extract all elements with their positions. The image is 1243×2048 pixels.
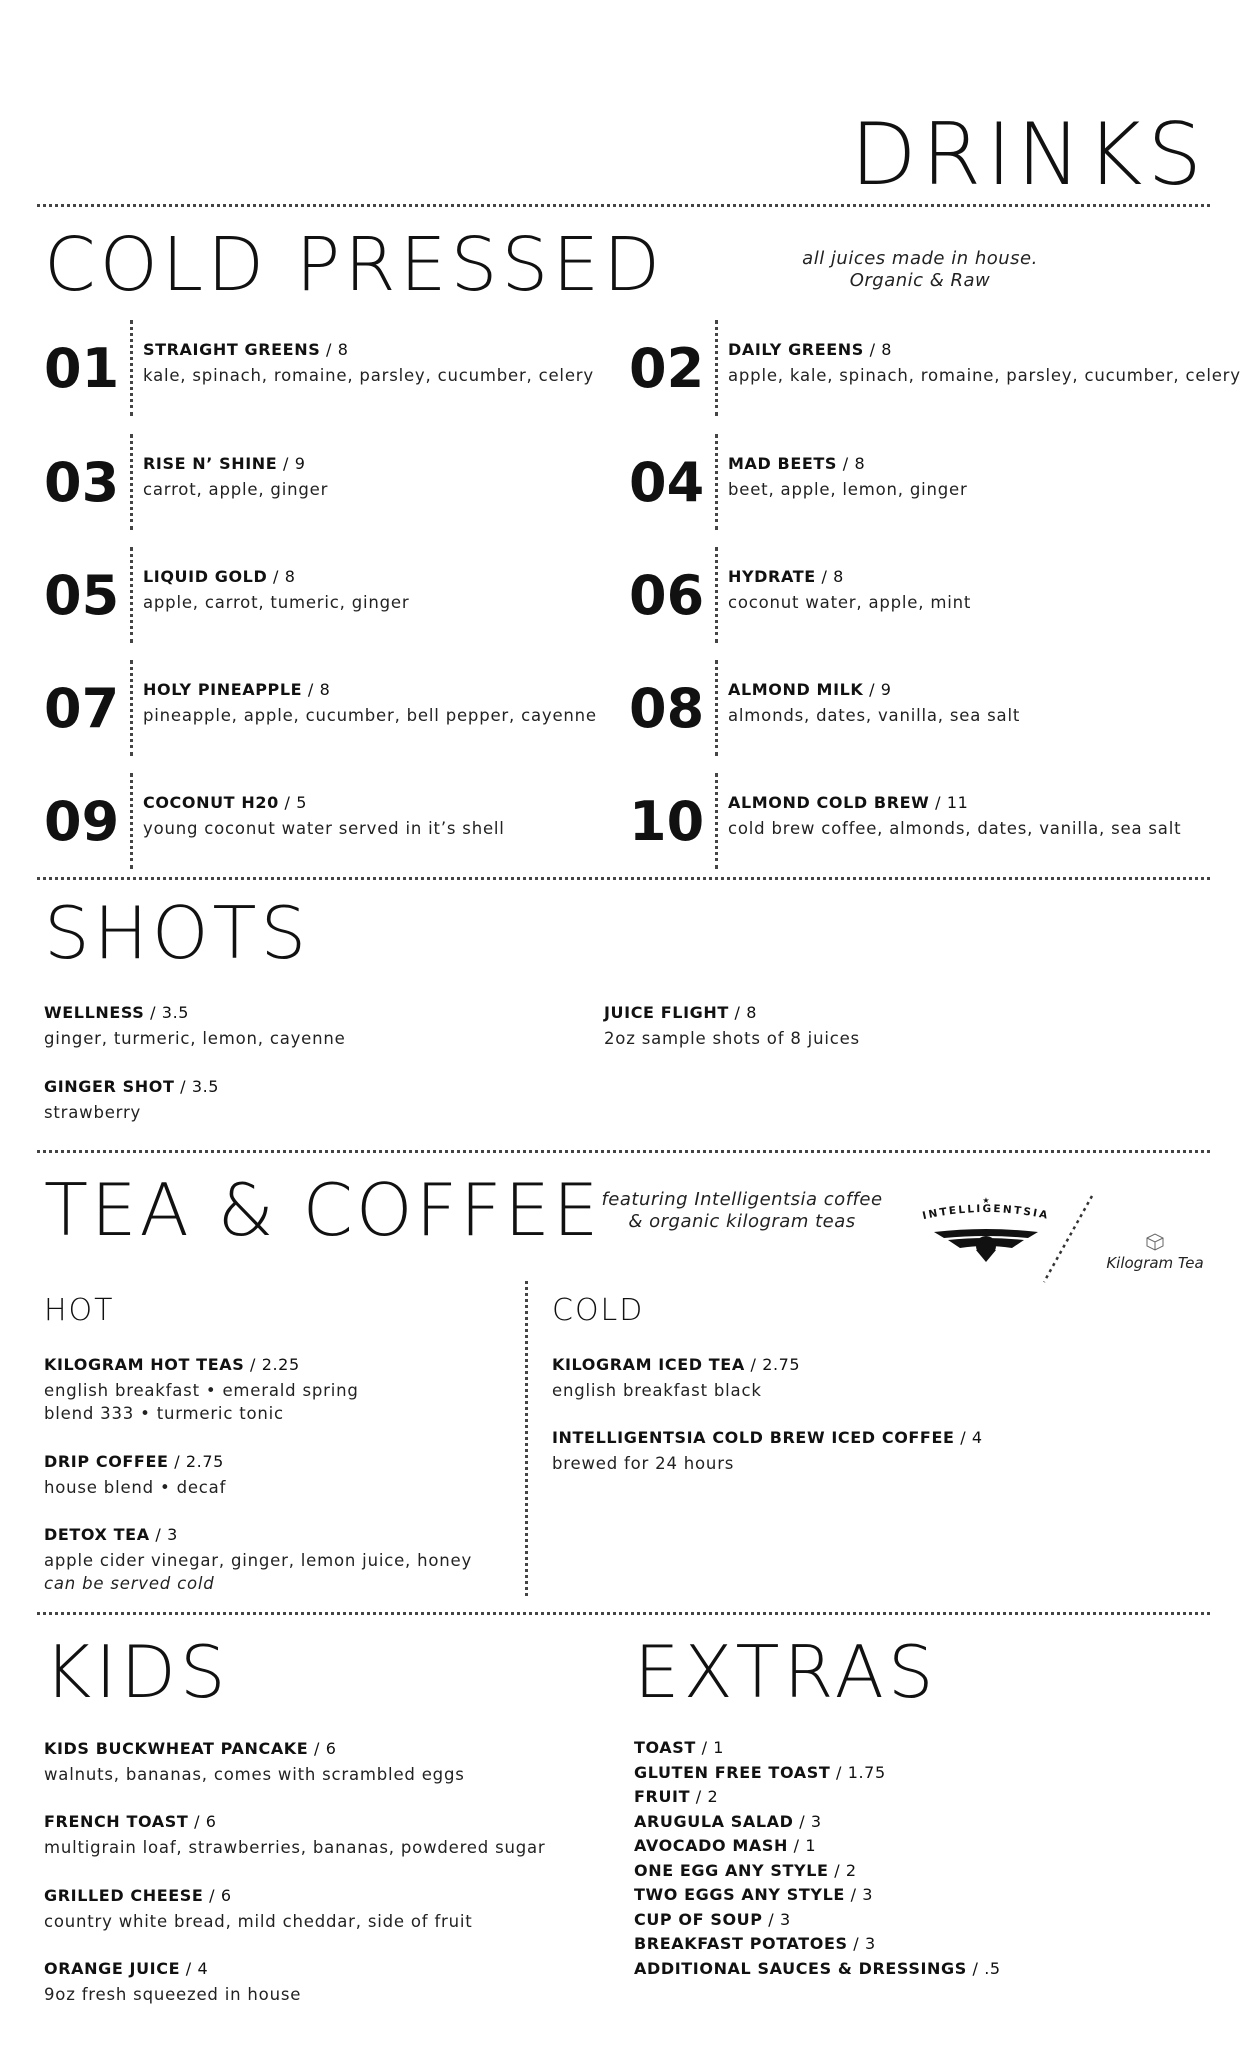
divider bbox=[37, 1150, 1210, 1153]
item-name: KILOGRAM HOT TEAS bbox=[44, 1355, 245, 1374]
item-name: KILOGRAM ICED TEA bbox=[552, 1355, 745, 1374]
juice-number: 07 bbox=[44, 677, 120, 740]
item-name: INTELLIGENTSIA COLD BREW ICED COFFEE bbox=[552, 1428, 955, 1447]
divider bbox=[130, 547, 133, 643]
kids-item-grilled-cheese: GRILLED CHEESE / 6 country white bread, mild cheddar, side of fruit bbox=[44, 1886, 473, 1931]
item-name: GRILLED CHEESE bbox=[44, 1886, 204, 1905]
juice-number: 05 bbox=[44, 564, 120, 627]
item-description: english breakfast • emerald spring bbox=[44, 1381, 359, 1400]
item-price: 3 bbox=[167, 1525, 178, 1544]
section-heading-tea-coffee: TEA & COFFEE bbox=[44, 1168, 602, 1252]
item-description: strawberry bbox=[44, 1103, 142, 1122]
item-price: 6 bbox=[325, 1739, 337, 1758]
juice-number: 09 bbox=[44, 790, 120, 853]
item-name: KIDS BUCKWHEAT PANCAKE bbox=[44, 1739, 309, 1758]
svg-text:★: ★ bbox=[982, 1196, 990, 1205]
item-price: 5 bbox=[296, 793, 307, 812]
item-price: 3.5 bbox=[161, 1003, 190, 1022]
item-price: 8 bbox=[746, 1003, 758, 1022]
item-name: RISE N’ SHINE bbox=[143, 454, 278, 473]
item-description: english breakfast black bbox=[552, 1381, 762, 1400]
item-description: coconut water, apple, mint bbox=[728, 593, 972, 612]
intelligentsia-logo bbox=[916, 1196, 1056, 1266]
kids-item-french-toast: FRENCH TOAST / 6 multigrain loaf, strawberries, bananas, powdered sugar bbox=[44, 1812, 546, 1857]
kilogram-logo-text: Kilogram Tea bbox=[1106, 1254, 1204, 1272]
item-price: 8 bbox=[854, 454, 866, 473]
item-description: walnuts, bananas, comes with scrambled eggs bbox=[44, 1765, 465, 1784]
shot-item-juice-flight: JUICE FLIGHT / 8 2oz sample shots of 8 juices bbox=[604, 1003, 860, 1048]
extras-item: GLUTEN FREE TOAST / 1.75 bbox=[634, 1762, 886, 1782]
tea-coffee-note: featuring Intelligentsia coffee & organic kilogram teas bbox=[601, 1189, 883, 1232]
item-price: 4 bbox=[971, 1428, 983, 1447]
extras-item: FRUIT / 2 bbox=[634, 1787, 719, 1806]
item-description: country white bread, mild cheddar, side of fruit bbox=[44, 1912, 473, 1931]
item-description: cold brew coffee, almonds, dates, vanilla, sea salt bbox=[728, 819, 1182, 838]
cold-item-cold-brew: INTELLIGENTSIA COLD BREW ICED COFFEE / 4 brewed for 24 hours bbox=[552, 1428, 983, 1473]
hot-item-drip-coffee: DRIP COFFEE / 2.75 house blend • decaf bbox=[44, 1452, 227, 1497]
divider bbox=[715, 773, 718, 869]
item-name: HOLY PINEAPPLE bbox=[143, 680, 303, 699]
item-price: 9 bbox=[294, 454, 306, 473]
item-description: beet, apple, lemon, ginger bbox=[728, 480, 968, 499]
extras-item: ADDITIONAL SAUCES & DRESSINGS / .5 bbox=[634, 1958, 1001, 1978]
divider bbox=[715, 434, 718, 530]
juice-number: 02 bbox=[629, 337, 705, 400]
shot-item-wellness: WELLNESS / 3.5 ginger, turmeric, lemon, cayenne bbox=[44, 1003, 346, 1048]
item-description: blend 333 • turmeric tonic bbox=[44, 1404, 284, 1423]
shot-item-ginger-shot: GINGER SHOT / 3.5 strawberry bbox=[44, 1077, 220, 1122]
divider bbox=[130, 773, 133, 869]
divider bbox=[37, 204, 1210, 207]
item-description: 2oz sample shots of 8 juices bbox=[604, 1029, 860, 1048]
item-name: STRAIGHT GREENS bbox=[143, 340, 321, 359]
column-divider bbox=[525, 1281, 528, 1596]
extras-list bbox=[634, 1736, 1001, 1981]
cold-item-kilogram-iced-tea: KILOGRAM ICED TEA / 2.75 english breakfast black bbox=[552, 1355, 801, 1400]
divider bbox=[130, 434, 133, 530]
juice-number: 08 bbox=[629, 677, 705, 740]
item-name: DETOX TEA bbox=[44, 1525, 150, 1544]
section-heading-extras: EXTRAS bbox=[634, 1630, 938, 1714]
item-description: kale, spinach, romaine, parsley, cucumber, celery bbox=[143, 366, 594, 385]
item-price: 2.75 bbox=[185, 1452, 224, 1471]
extras-item: ONE EGG ANY STYLE / 2 bbox=[634, 1860, 857, 1880]
kilogram-tea-logo bbox=[1100, 1232, 1210, 1282]
item-name: DAILY GREENS bbox=[728, 340, 864, 359]
section-heading-cold-pressed: COLD PRESSED bbox=[44, 222, 665, 308]
divider bbox=[130, 320, 133, 416]
item-name: ALMOND MILK bbox=[728, 680, 864, 699]
divider bbox=[715, 320, 718, 416]
hot-item-detox-tea: DETOX TEA / 3 apple cider vinegar, ginger, lemon juice, honey can be served cold bbox=[44, 1525, 473, 1593]
cold-pressed-note: all juices made in house. Organic & Raw bbox=[802, 248, 1038, 291]
item-description: young coconut water served in it’s shell bbox=[143, 819, 505, 838]
item-name: DRIP COFFEE bbox=[44, 1452, 169, 1471]
page-title: DRINKS bbox=[850, 105, 1207, 205]
section-heading-kids: KIDS bbox=[44, 1630, 230, 1714]
item-name: COCONUT H20 bbox=[143, 793, 279, 812]
divider bbox=[715, 547, 718, 643]
item-price: 8 bbox=[319, 680, 331, 699]
item-description: carrot, apple, ginger bbox=[143, 480, 329, 499]
item-description: multigrain loaf, strawberries, bananas, powdered sugar bbox=[44, 1838, 546, 1857]
item-price: 8 bbox=[833, 567, 844, 586]
divider bbox=[37, 1612, 1210, 1615]
item-price: 8 bbox=[881, 340, 893, 359]
extras-item: AVOCADO MASH / 1 bbox=[634, 1836, 817, 1855]
item-description: almonds, dates, vanilla, sea salt bbox=[728, 706, 1021, 725]
juice-number: 06 bbox=[629, 564, 705, 627]
item-price: 2.25 bbox=[261, 1355, 300, 1374]
divider bbox=[715, 660, 718, 756]
item-price: 2.75 bbox=[762, 1355, 801, 1374]
juice-number: 03 bbox=[44, 451, 120, 514]
item-price: 6 bbox=[205, 1812, 217, 1831]
item-description: apple cider vinegar, ginger, lemon juice, honey bbox=[44, 1551, 473, 1570]
extras-item: TOAST / 1 bbox=[634, 1738, 725, 1757]
divider bbox=[37, 877, 1210, 880]
hot-item-kilogram-hot-teas: KILOGRAM HOT TEAS / 2.25 english breakfast • emerald spring blend 333 • turmeric tonic bbox=[44, 1355, 359, 1423]
juice-number: 01 bbox=[44, 337, 120, 400]
item-name: WELLNESS bbox=[44, 1003, 145, 1022]
item-description: apple, carrot, tumeric, ginger bbox=[143, 593, 410, 612]
item-name: HYDRATE bbox=[728, 567, 816, 586]
extras-item: TWO EGGS ANY STYLE / 3 bbox=[634, 1885, 874, 1904]
item-description: 9oz fresh squeezed in house bbox=[44, 1985, 302, 2004]
item-name: ORANGE JUICE bbox=[44, 1959, 181, 1978]
item-name: JUICE FLIGHT bbox=[604, 1003, 729, 1022]
item-name: LIQUID GOLD bbox=[143, 567, 268, 586]
juice-number: 10 bbox=[629, 790, 705, 853]
item-description: brewed for 24 hours bbox=[552, 1454, 735, 1473]
item-description: apple, kale, spinach, romaine, parsley, cucumber, celery bbox=[728, 366, 1241, 385]
item-price: 3.5 bbox=[191, 1077, 220, 1096]
extras-item: ARUGULA SALAD / 3 bbox=[634, 1811, 822, 1831]
item-description: house blend • decaf bbox=[44, 1478, 227, 1497]
extras-item: CUP OF SOUP / 3 bbox=[634, 1909, 791, 1929]
item-price: 6 bbox=[220, 1886, 232, 1905]
svg-text:INTELLIGENTSIA: INTELLIGENTSIA bbox=[921, 1202, 1051, 1223]
section-heading-shots: SHOTS bbox=[44, 891, 311, 975]
item-price: 9 bbox=[880, 680, 892, 699]
cold-heading: COLD bbox=[552, 1293, 645, 1328]
extras-item: BREAKFAST POTATOES / 3 bbox=[634, 1934, 876, 1953]
item-note: can be served cold bbox=[44, 1574, 215, 1593]
juice-number: 04 bbox=[629, 451, 705, 514]
item-description: ginger, turmeric, lemon, cayenne bbox=[44, 1029, 346, 1048]
item-name: ALMOND COLD BREW bbox=[728, 793, 930, 812]
divider bbox=[130, 660, 133, 756]
hot-heading: HOT bbox=[44, 1293, 115, 1328]
item-description: pineapple, apple, cucumber, bell pepper, cayenne bbox=[143, 706, 597, 725]
item-name: FRENCH TOAST bbox=[44, 1812, 189, 1831]
item-price: 8 bbox=[284, 567, 296, 586]
logo-divider bbox=[1040, 1194, 1096, 1284]
item-price: 8 bbox=[337, 340, 349, 359]
kids-item-orange-juice: ORANGE JUICE / 4 9oz fresh squeezed in house bbox=[44, 1959, 302, 2004]
item-price: 4 bbox=[197, 1959, 209, 1978]
item-name: MAD BEETS bbox=[728, 454, 838, 473]
kids-item-pancake: KIDS BUCKWHEAT PANCAKE / 6 walnuts, bananas, comes with scrambled eggs bbox=[44, 1739, 465, 1784]
item-name: GINGER SHOT bbox=[44, 1077, 175, 1096]
item-price: 11 bbox=[946, 793, 969, 812]
